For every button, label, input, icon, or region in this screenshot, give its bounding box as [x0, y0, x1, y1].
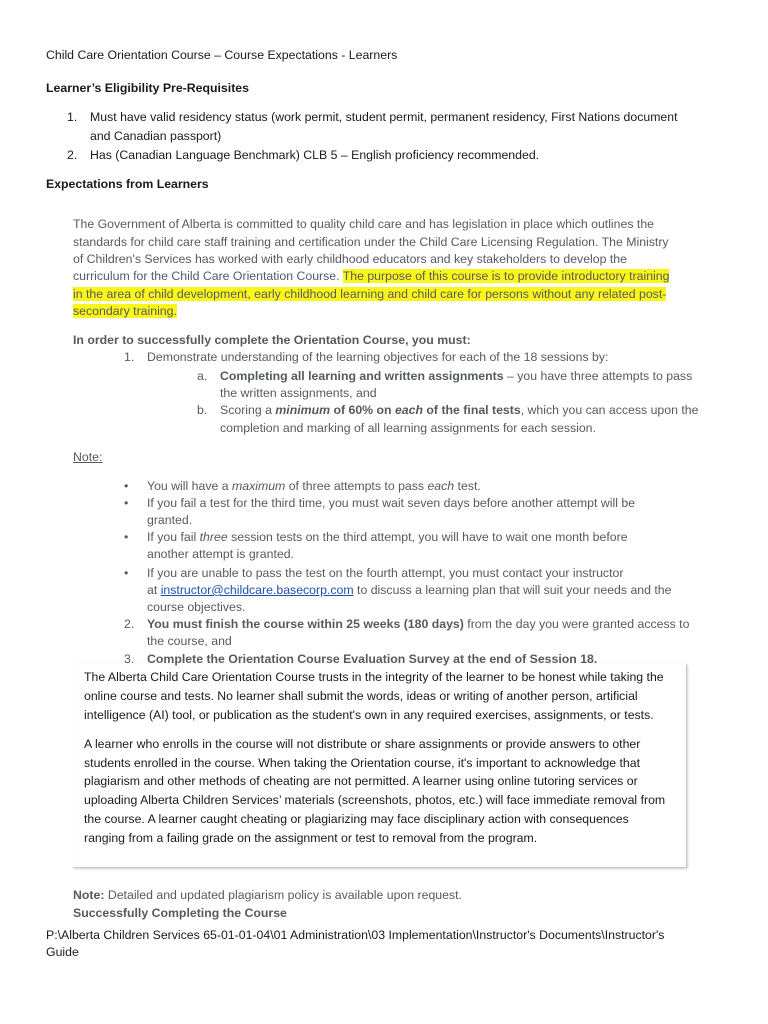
intro-highlight-end: secondary training. [73, 304, 177, 318]
must-item-2-line2: the course, and [147, 634, 232, 648]
integrity-p2-line6: ranging from a failing grade on the assignment or test to removal from the program. [84, 831, 538, 845]
note-b1-p5: test. [454, 479, 481, 493]
note-bullet-4-line1: If you are unable to pass the test on the fourth attempt, you must contact your instructor [147, 566, 624, 580]
must-item-2-line1 [147, 616, 689, 633]
bullet-icon: • [124, 479, 129, 493]
must-heading: In order to successfully complete the Orientation Course, you must: [73, 333, 471, 347]
intro-highlight-start: The purpose of this course is to provide introductory training [342, 269, 670, 283]
eligibility-item-1-line1: Must have valid residency status (work permit, student permit, permanent residency, First Nations document [90, 110, 678, 124]
eligibility-item-1-line2: and Canadian passport) [90, 129, 222, 143]
note-b3-p1: If you fail [147, 530, 200, 544]
intro-line-6 [73, 303, 177, 320]
must-item-1-text: Demonstrate understanding of the learning objectives for each of the 18 sessions by: [147, 350, 609, 364]
sub-item-a-line2: the written assignments, and [220, 386, 377, 400]
bullet-icon: • [124, 530, 129, 544]
policy-note-text: Detailed and updated plagiarism policy is available upon request. [104, 888, 462, 902]
sub-item-a-bold: Completing all learning and written assignments [220, 369, 504, 383]
note-bullet-3-line1 [147, 529, 628, 546]
note-b4-p2: to discuss a learning plan that will suit your needs and the [353, 583, 672, 597]
integrity-p2-line1: A learner who enrolls in the course will not distribute or share assignments or provide answers to other [84, 737, 641, 751]
note-b4-p1: at [147, 583, 161, 597]
note-b3-p2: three [199, 530, 228, 544]
sub-item-b-line1 [220, 402, 698, 419]
eligibility-num-1: 1. [67, 110, 78, 124]
note-b1-p2: maximum [232, 479, 286, 493]
note-bullet-2-line1: If you fail a test for the third time, you must wait seven days before another attempt will be [147, 496, 636, 510]
sub-item-b-p4: each [394, 403, 423, 417]
sub-item-b-p6: , which you can access upon the [520, 403, 699, 417]
integrity-p2-line3: plagiarism and other methods of cheating are not permitted. A learner using online tutoring services or [84, 774, 638, 788]
note-bullet-4-line2 [147, 582, 671, 599]
integrity-p2-line5: the course. A learner caught cheating or plagiarizing may face disciplinary action with consequences [84, 812, 629, 826]
intro-line-5 [73, 286, 666, 303]
note-b1-p4: each [427, 479, 455, 493]
sub-item-b-p2: minimum [275, 403, 331, 417]
must-item-2-rest: from the day you were granted access to [463, 617, 690, 631]
integrity-p1-line3: intelligence (AI) tool, or publication as the student's own in any required exercises, assignments, or tests. [84, 708, 654, 722]
intro-line-1: The Government of Alberta is committed to quality child care and has legislation in place which outlines the [73, 217, 654, 231]
intro-highlight-mid: in the area of child development, early childhood learning and child care for persons without any related post- [73, 287, 667, 301]
note-b1-p3: of three attempts to pass [285, 479, 428, 493]
policy-note [73, 887, 462, 904]
integrity-p1-line1: The Alberta Child Care Orientation Course trusts in the integrity of the learner to be honest while taking the [84, 670, 664, 684]
note-b3-p3: session tests on the third attempt, you will have to wait one month before [227, 530, 628, 544]
integrity-p2-line2: students enrolled in the course. When taking the Orientation course, it's important to acknowledge that [84, 756, 641, 770]
footer-path-line2: Guide [46, 945, 79, 959]
completing-heading: Successfully Completing the Course [73, 906, 287, 920]
must-item-2-num: 2. [124, 617, 135, 631]
doc-title: Child Care Orientation Course – Course Expectations - Learners [46, 48, 398, 62]
bullet-icon: • [124, 566, 129, 580]
note-bullet-3-line2: another attempt is granted. [147, 547, 294, 561]
sub-item-b-p5: of the final tests [423, 403, 521, 417]
expectations-heading: Expectations from Learners [46, 177, 209, 191]
must-item-1-num: 1. [124, 350, 135, 364]
must-item-2-bold: You must finish the course within 25 weeks (180 days) [147, 617, 464, 631]
note-label: Note: [73, 450, 103, 464]
must-item-3-text: Complete the Orientation Course Evaluation Survey at the end of Session 18. [147, 652, 598, 666]
sub-item-b-p1: Scoring a [220, 403, 276, 417]
intro-line-4-text: curriculum for the Child Care Orientation Course. [73, 269, 343, 283]
integrity-p1-line2: online course and tests. No learner shall submit the words, ideas or writing of another person, artificial [84, 689, 638, 703]
sub-item-b-p3: of 60% on [330, 403, 395, 417]
note-bullet-2-line2: granted. [147, 513, 193, 527]
sub-item-b-line2: completion and marking of all learning assignments for each session. [220, 421, 596, 435]
eligibility-num-2: 2. [67, 148, 78, 162]
sub-item-a-rest: – you have three attempts to pass [503, 369, 693, 383]
intro-line-3: of Children's Services has worked with early childhood educators and key stakeholders to develop the [73, 252, 627, 266]
policy-note-label: Note: [73, 888, 105, 902]
sub-item-a-line1 [220, 368, 692, 385]
must-item-3-num: 3. [124, 652, 135, 666]
eligibility-item-2-line1: Has (Canadian Language Benchmark) CLB 5 – English proficiency recommended. [90, 148, 540, 162]
sub-item-a-num: a. [197, 369, 208, 383]
bullet-icon: • [124, 496, 129, 510]
integrity-p2-line4: uploading Alberta Children Services’ materials (screenshots, photos, etc.) will face immediate removal from [84, 793, 666, 807]
instructor-email-link[interactable]: instructor@childcare.basecorp.com [160, 583, 354, 597]
intro-line-2: standards for child care staff training and certification under the Child Care Licensing Regulation. The Ministry [73, 235, 669, 249]
intro-line-4 [73, 268, 669, 285]
sub-item-b-num: b. [197, 403, 208, 417]
eligibility-heading: Learner’s Eligibility Pre-Requisites [46, 81, 249, 95]
note-bullet-1 [147, 478, 481, 495]
note-b1-p1: You will have a [147, 479, 232, 493]
footer-path-line1: P:\Alberta Children Services 65-01-01-04\01 Administration\03 Implementation\Instructor's Documents\Instructor's [46, 928, 665, 942]
note-bullet-4-line3: course objectives. [147, 600, 246, 614]
